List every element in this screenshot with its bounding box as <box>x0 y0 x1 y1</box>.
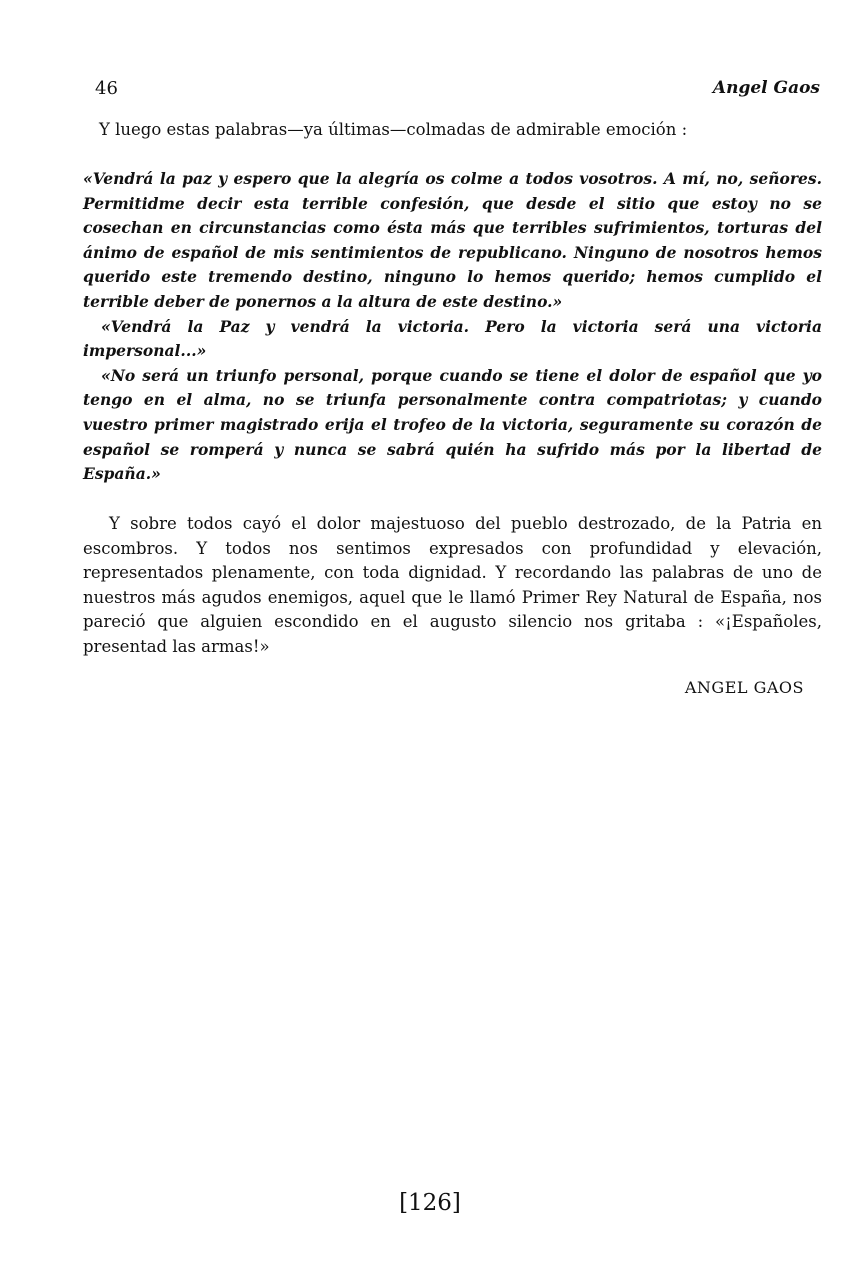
folio-number: [126] <box>399 1190 461 1216</box>
quote-paragraph: «Vendrá la Paz y vendrá la victoria. Pero la victoria será una victoria impersonal...» <box>83 316 822 361</box>
quote-paragraph: «No será un triunfo personal, porque cuando se tiene el dolor de español que yo tengo en el alma, no se triunfa personalmente contra compatriotas; y cuando vuestro primer magistrado erija el trofeo de la victoria, seguramente su corazón de español se romperá y nunca se sabrá quién ha sufrido más por la libertad de España.» <box>83 365 822 484</box>
intro-paragraph: Y luego estas palabras—ya últimas—colmadas de admirable emoción : <box>99 120 688 139</box>
quote-paragraph: «Vendrá la paz y espero que la alegría os colme a todos vosotros. A mí, no, señores. Permitidme decir esta terrible confesión, que desde el sitio que estoy no se cosechan en circunstancias como ésta más que terribles sufrimientos, torturas del ánimo de español de mis sentimientos de republicano. Ninguno de nosotros hemos querido este tremendo destino, ninguno lo hemos querido; hemos cumplido el terrible deber de ponernos a la altura de este destino.» <box>83 169 822 311</box>
running-header-author: Angel Gaos <box>712 78 820 98</box>
closing-paragraph: Y sobre todos cayó el dolor majestuoso del pueblo destrozado, de la Patria en escombros. Y todos nos sentimos expresados con profundidad y elevación, representados plenamente, con toda dignidad. Y recordando las palabras de uno de nuestros más agudos enemigos, aquel que le llamó Primer Rey Natural de España, nos pareció que alguien escondido en el augusto silencio nos gritaba : «¡Españoles, presentad las armas!» <box>83 514 822 656</box>
page-number: 46 <box>95 78 118 99</box>
author-signature: ANGEL GAOS <box>684 678 804 697</box>
quoted-speech <box>83 167 822 487</box>
